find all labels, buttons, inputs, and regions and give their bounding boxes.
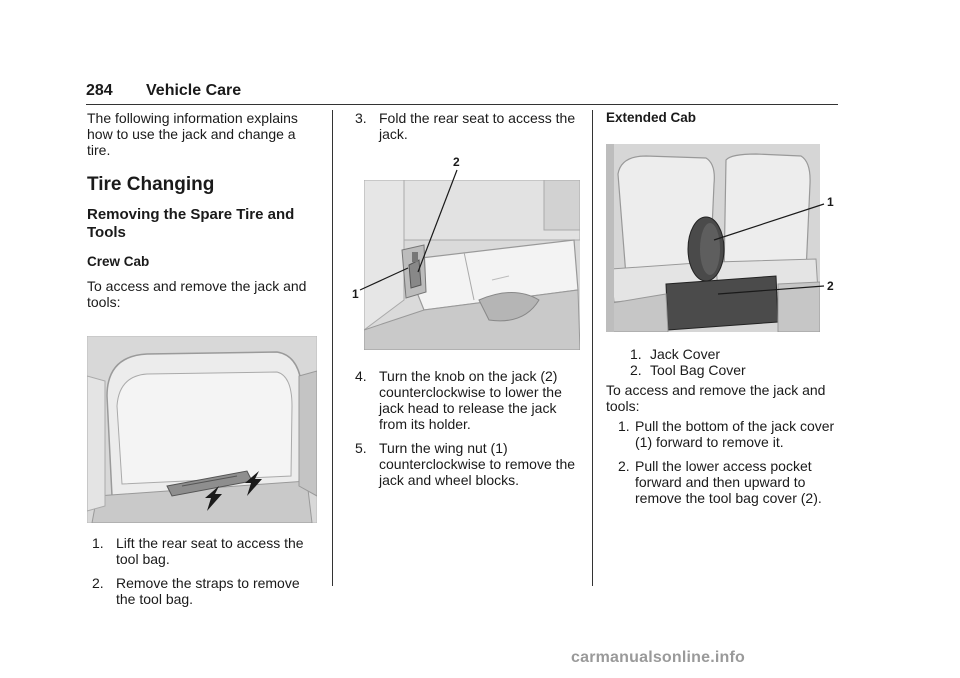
ext-step-1 [606,418,838,450]
step-number: 1. [618,418,630,434]
step-number: 1. [92,535,104,551]
crew-cab-seat-illustration [87,336,317,523]
step-5 [350,440,582,488]
watermark: carmanualsonline.info [571,649,746,666]
step-number: 4. [355,368,367,384]
column-1 [87,110,319,607]
step-text: Pull the bottom of the jack cover (1) forward to remove it. [635,418,835,450]
callout-leader-lines [606,144,838,332]
subheading-removing-spare: Removing the Spare Tire and Tools [87,206,295,241]
legend-number: 1. [630,346,642,362]
intro-text: The following information explains how to use the jack and change a tire. [87,110,298,158]
step-number: 2. [618,458,630,474]
legend-list [606,346,838,378]
callout-1: 1 [352,287,359,301]
page-number: 284 [86,82,113,99]
legend-item-2 [630,362,838,378]
step-number: 5. [355,440,367,456]
legend-text: Jack Cover [650,346,721,362]
step-number: 2. [92,575,104,591]
legend-item-1 [630,346,838,362]
ext-step-2 [606,458,838,506]
step-1 [87,535,319,567]
access-text: To access and remove the jack and tools: [87,278,307,310]
legend-text: Tool Bag Cover [650,362,746,378]
step-text: Remove the straps to remove the tool bag. [116,575,300,607]
column-divider-1 [332,110,333,586]
step-text: Pull the lower access pocket forward and then upward to remove the tool bag cover (2). [635,458,822,506]
callout-2: 2 [827,279,834,293]
heading-tire-changing: Tire Changing [87,174,215,195]
column-2 [350,110,582,488]
heading-extended-cab: Extended Cab [606,110,697,125]
step-number: 3. [355,110,367,126]
section-title: Vehicle Care [146,82,242,99]
callout-leader-lines [350,160,582,348]
column-3 [606,110,838,506]
step-2 [87,575,319,607]
step-text: Fold the rear seat to access the jack. [379,110,576,142]
step-text: Turn the knob on the jack (2) counterclockwise to lower the jack head to release the jack from its holder. [379,368,562,432]
step-4 [350,368,582,432]
extended-cab-figure [606,144,838,332]
jack-figure [350,155,582,348]
heading-crew-cab: Crew Cab [87,254,150,269]
page-header [86,82,838,105]
column-divider-2 [592,110,593,586]
legend-number: 2. [630,362,642,378]
step-text: Turn the wing nut (1) counterclockwise to remove the jack and wheel blocks. [379,440,576,488]
access-text: To access and remove the jack and tools: [606,382,826,414]
step-text: Lift the rear seat to access the tool bag. [116,535,304,567]
callout-2: 2 [453,155,460,169]
step-3 [350,110,582,142]
callout-1: 1 [827,195,834,209]
